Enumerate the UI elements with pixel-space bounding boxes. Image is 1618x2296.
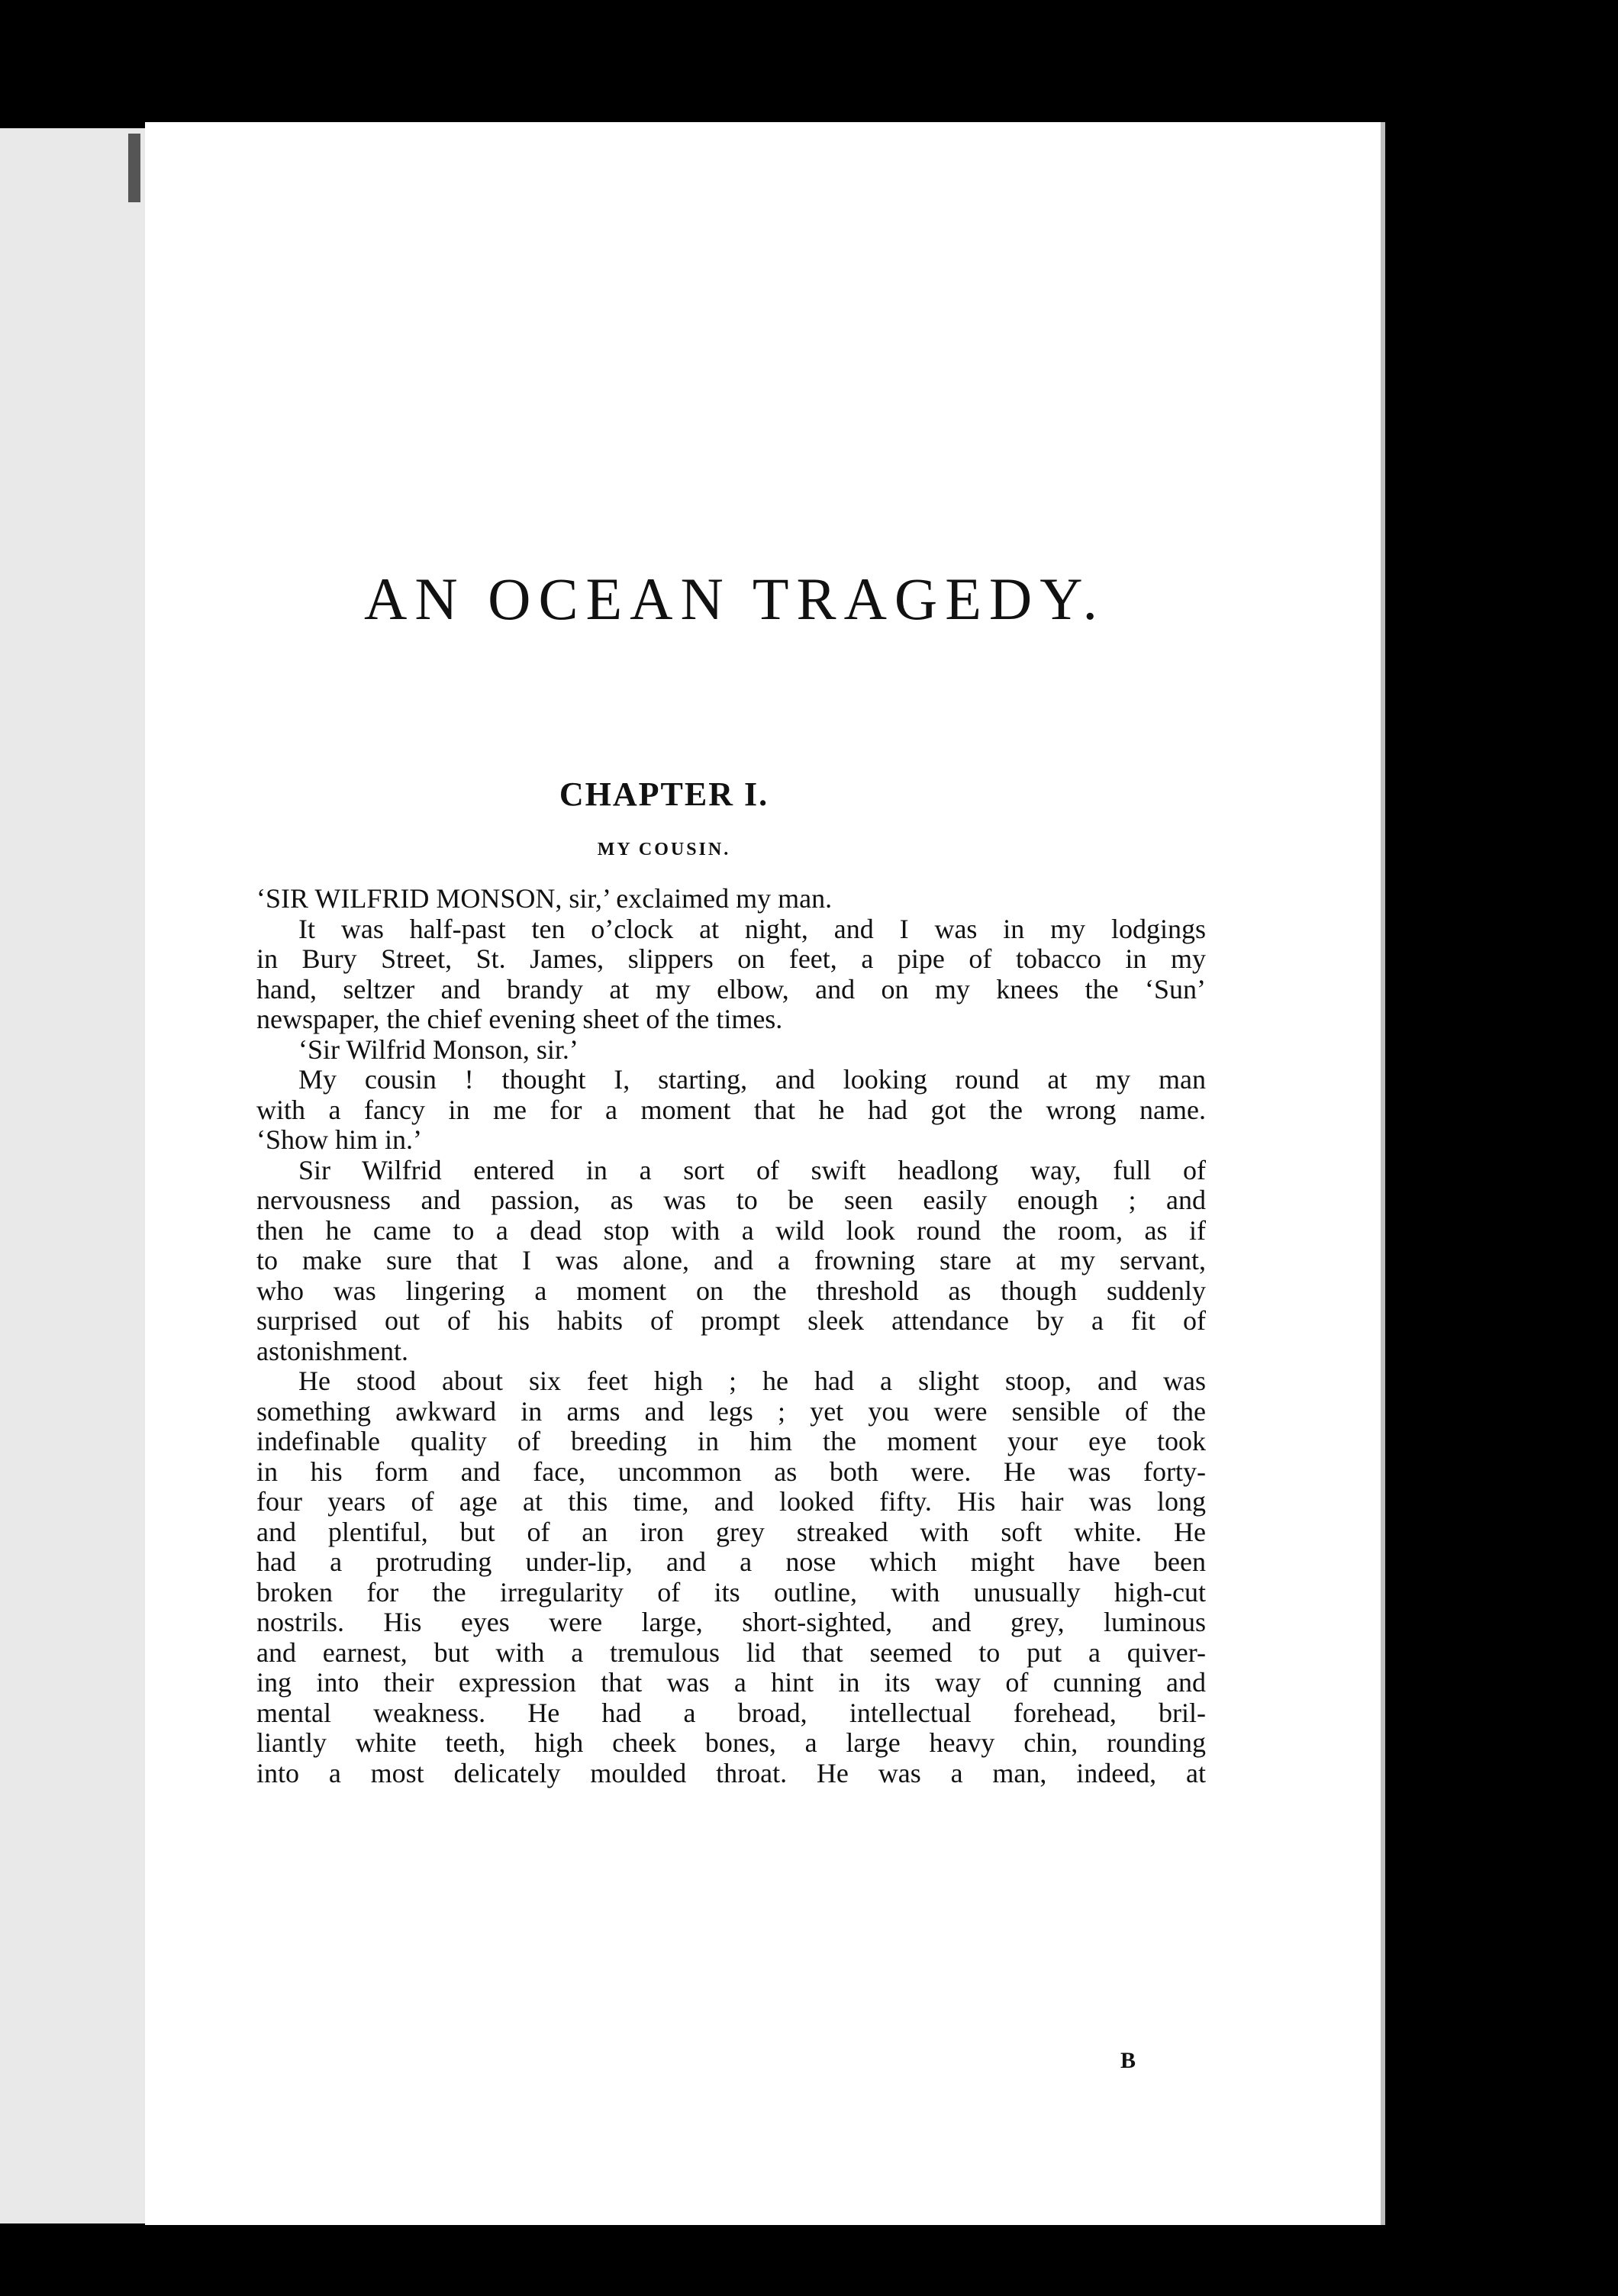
- text-line: It was half-past ten o’clock at night, and I was in my lodgings: [298, 913, 1206, 944]
- chapter-heading: CHAPTER I.: [559, 776, 769, 813]
- text-line: in his form and face, uncommon as both were. He was forty-: [256, 1456, 1206, 1487]
- text-line: nostrils. His eyes were large, short-sighted, and grey, luminous: [256, 1607, 1206, 1637]
- binding-shadow: [128, 134, 140, 202]
- text-line: Sir Wilfrid entered in a sort of swift headlong way, full of: [298, 1154, 1206, 1185]
- text-line: in Bury Street, St. James, slippers on feet, a pipe of tobacco in my: [256, 943, 1206, 974]
- text-line: indefinable quality of breeding in him the moment your eye took: [256, 1426, 1206, 1456]
- text-line: hand, seltzer and brandy at my elbow, and on my knees the ‘Sun’: [256, 973, 1206, 1004]
- text-line: He stood about six feet high ; he had a slight stoop, and was: [298, 1366, 1206, 1396]
- text-line: who was lingering a moment on the threshold as though suddenly: [256, 1275, 1206, 1306]
- signature-mark: B: [1120, 2048, 1136, 2073]
- text-line: had a protruding under-lip, and a nose which might have been: [256, 1546, 1206, 1577]
- previous-page-strip: [0, 128, 145, 2223]
- text-line: nervousness and passion, as was to be seen easily enough ; and: [256, 1185, 1206, 1215]
- text-line: ‘SIR WILFRID MONSON, sir,’ exclaimed my man.: [256, 883, 833, 914]
- text-line: ing into their expression that was a hint in its way of cunning and: [256, 1667, 1206, 1698]
- text-line: astonishment.: [256, 1335, 408, 1366]
- text-line: and plentiful, but of an iron grey streaked with soft white. He: [256, 1516, 1206, 1547]
- book-title: AN OCEAN TRAGEDY.: [364, 566, 1105, 632]
- text-line: mental weakness. He had a broad, intellectual forehead, bril-: [256, 1697, 1206, 1728]
- chapter-subtitle: MY COUSIN.: [597, 840, 731, 859]
- text-line: and earnest, but with a tremulous lid that seemed to put a quiver-: [256, 1637, 1206, 1668]
- text-line: liantly white teeth, high cheek bones, a large heavy chin, rounding: [256, 1727, 1206, 1758]
- text-line: broken for the irregularity of its outline, with unusually high-cut: [256, 1576, 1206, 1608]
- text-line: something awkward in arms and legs ; yet you were sensible of the: [256, 1395, 1206, 1427]
- text-line: with a fancy in me for a moment that he had got the wrong name.: [256, 1094, 1206, 1125]
- chapter-text: [256, 884, 1206, 1788]
- text-line: ‘Sir Wilfrid Monson, sir.’: [298, 1034, 579, 1065]
- text-line: four years of age at this time, and looked fifty. His hair was long: [256, 1486, 1206, 1517]
- text-line: My cousin ! thought I, starting, and looking round at my man: [298, 1064, 1206, 1095]
- text-line: surprised out of his habits of prompt sleek attendance by a fit of: [256, 1305, 1206, 1336]
- text-line: to make sure that I was alone, and a frowning stare at my servant,: [256, 1245, 1206, 1275]
- text-line: into a most delicately moulded throat. He was a man, indeed, at: [256, 1757, 1206, 1788]
- text-line: newspaper, the chief evening sheet of the times.: [256, 1004, 783, 1034]
- text-line: ‘Show him in.’: [256, 1124, 423, 1155]
- text-line: then he came to a dead stop with a wild look round the room, as if: [256, 1214, 1206, 1246]
